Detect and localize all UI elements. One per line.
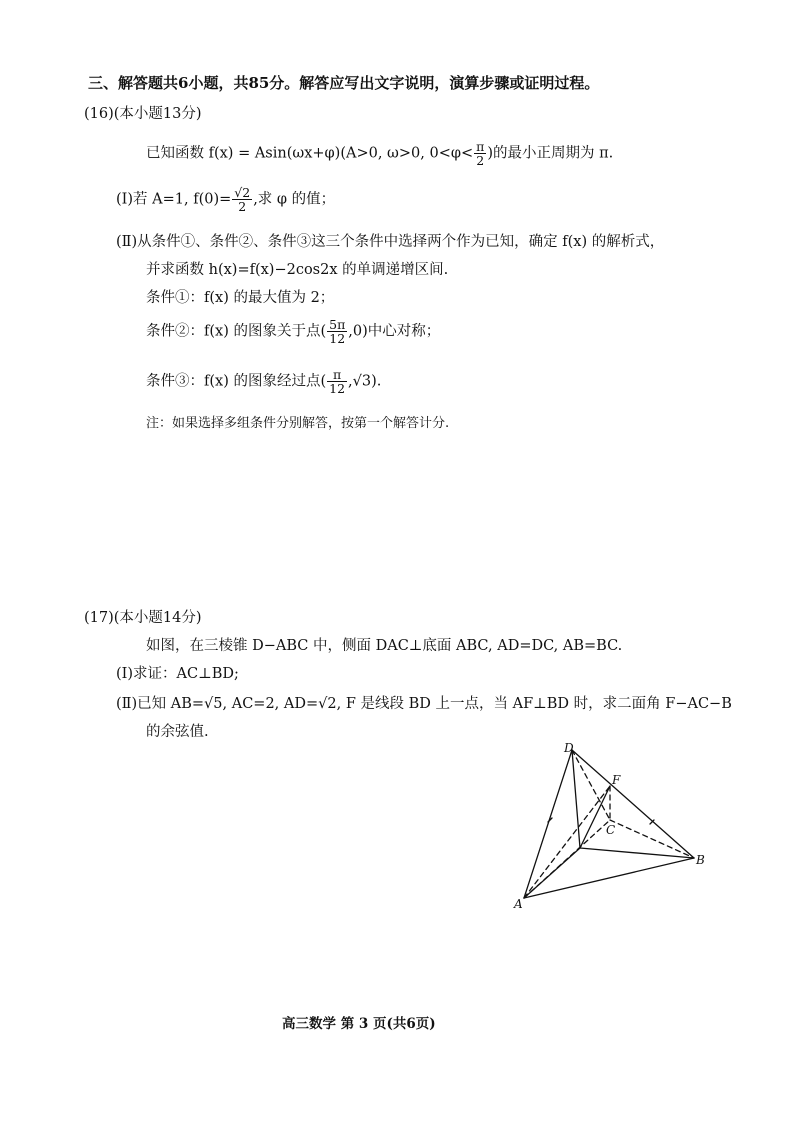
q17-stem: 如图，在三棱锥 D−ABC 中，侧面 DAC⊥底面 ABC, AD=DC, AB=BC. [146, 638, 623, 654]
label-C: C [606, 823, 616, 837]
fraction-numerator: π [476, 139, 485, 154]
q16-part1-pre: (Ⅰ)若 A=1, f(0)= [116, 191, 232, 208]
fraction-numerator: 5π [329, 317, 346, 332]
edge-foot-F [580, 786, 610, 848]
q16-part1-post: ,求 φ 的值； [253, 191, 336, 208]
q16-cond2-pre: 条件②：f(x) 的图象关于点( [146, 323, 327, 340]
q16-cond2-fraction [327, 318, 347, 345]
q16-stem-post: )的最小正周期为 π. [487, 145, 614, 162]
label-D: D [564, 741, 574, 755]
q16-cond3-fraction [327, 368, 347, 395]
q16-part2-line2: 并求函数 h(x)=f(x)−2cos2x 的单调递增区间. [146, 262, 449, 278]
q17-part2-line1: (Ⅱ)已知 AB=√5, AC=2, AD=√2, F 是线段 BD 上一点，当 AF⊥BD 时，求二面角 F−AC−B [116, 696, 732, 712]
fraction-denominator: 2 [238, 199, 247, 215]
fraction-denominator: 12 [329, 331, 346, 347]
q16-note: 注：如果选择多组条件分别解答，按第一个解答计分. [146, 416, 450, 431]
edge-DC [572, 750, 610, 820]
edge-foot-B [580, 848, 694, 858]
q17-header: (17)(本小题14分) [84, 610, 202, 626]
q16-cond2-post: ,0)中心对称； [348, 323, 441, 340]
q16-condition-2 [146, 318, 440, 345]
tetrahedron-figure [500, 738, 720, 910]
label-A: A [514, 897, 523, 910]
q17-part1: (Ⅰ)求证：AC⊥BD; [116, 666, 239, 682]
q17-part2-line2: 的余弦值. [146, 724, 209, 740]
fraction-numerator: √2 [234, 185, 251, 200]
q16-cond3-post: ,√3). [348, 373, 382, 390]
fraction-numerator: π [327, 368, 347, 382]
q16-part2-line1: (Ⅱ)从条件①、条件②、条件③这三个条件中选择两个作为已知，确定 f(x) 的解析式， [116, 234, 665, 250]
fraction-denominator: 2 [476, 153, 485, 169]
label-B: B [696, 853, 705, 867]
q16-part1 [116, 186, 335, 213]
q16-cond3-pre: 条件③：f(x) 的图象经过点( [146, 373, 327, 390]
q16-stem [146, 140, 613, 167]
q16-condition-1: 条件①：f(x) 的最大值为 2； [146, 290, 335, 306]
section-title: 三、解答题共6小题，共85分。解答应写出文字说明，演算步骤或证明过程。 [88, 74, 600, 92]
q16-stem-fraction [474, 140, 486, 167]
fraction-denominator: 12 [329, 381, 346, 397]
edge-AB [524, 858, 694, 898]
edge-DB [572, 750, 694, 858]
q16-header: (16)(本小题13分) [84, 106, 202, 122]
page-footer: 高三数学 第 3 页(共6页) [282, 1016, 436, 1032]
label-F: F [612, 773, 621, 787]
q16-condition-3 [146, 368, 381, 395]
q16-part1-fraction [232, 186, 252, 213]
q16-stem-pre: 已知函数 f(x) = Asin(ωx+φ)(A>0, ω>0, 0<φ< [146, 145, 474, 162]
